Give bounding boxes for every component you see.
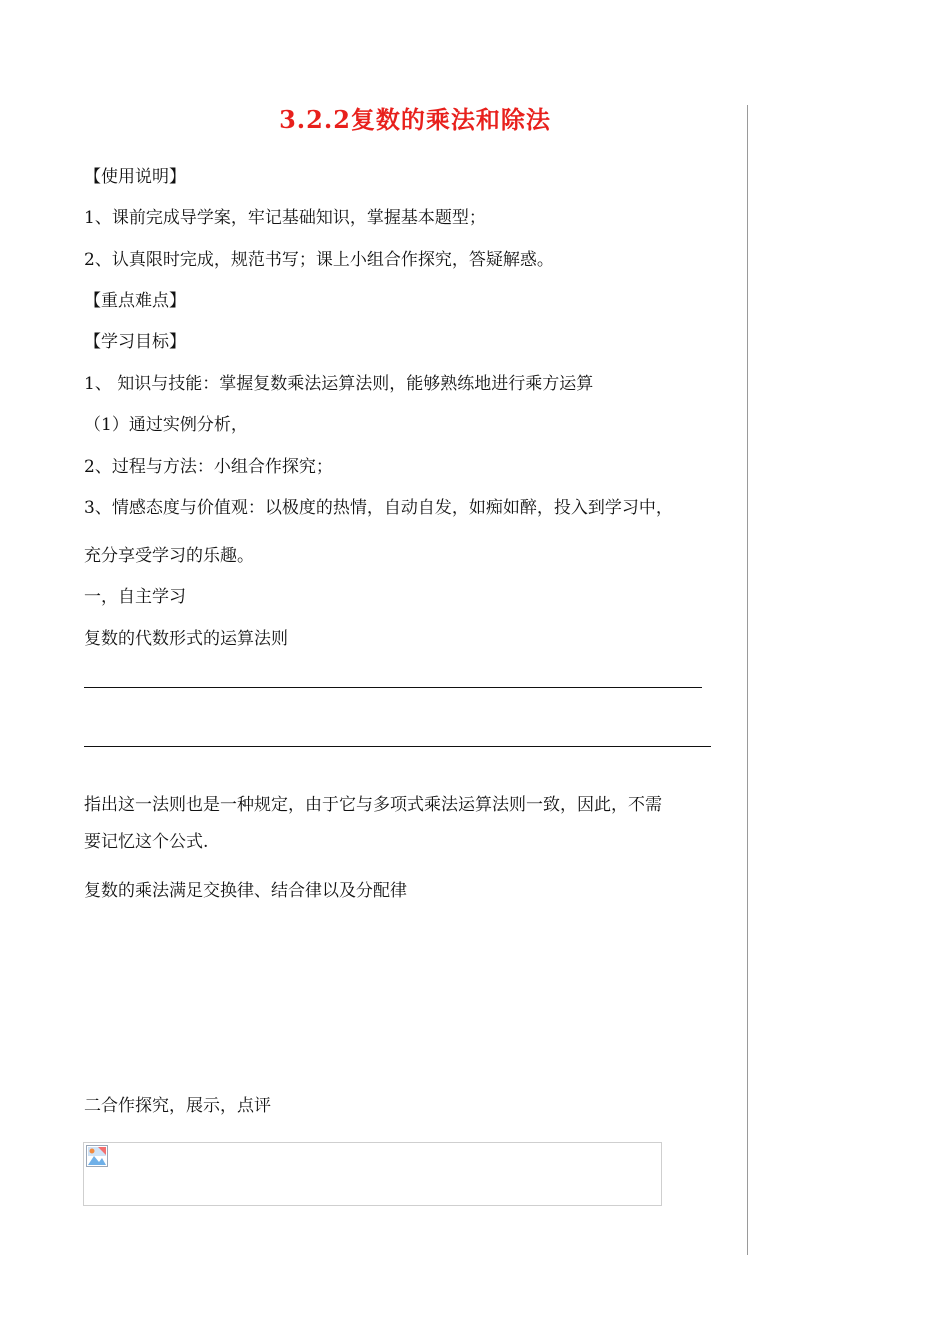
broken-image-icon	[86, 1145, 108, 1171]
multiplication-laws: 复数的乘法满足交换律、结合律以及分配律	[84, 881, 407, 901]
rule-heading: 复数的代数形式的运算法则	[84, 629, 288, 649]
keypoints-heading: 【重点难点】	[84, 291, 186, 311]
note-line-2: 要记忆这个公式.	[84, 832, 209, 852]
usage-heading: 【使用说明】	[84, 167, 186, 187]
usage-item-2: 2、认真限时完成，规范书写；课上小组合作探究，答疑解惑。	[84, 250, 554, 270]
fill-in-blank-line	[84, 746, 711, 747]
note-line-1: 指出这一法则也是一种规定，由于它与多项式乘法运算法则一致，因此，不需	[84, 795, 662, 815]
usage-item-1: 1、课前完成导学案，牢记基础知识，掌握基本题型；	[84, 208, 486, 228]
goal-item-3-line-1: 3、情感态度与价值观：以极度的热情，自动自发，如痴如醉，投入到学习中，	[84, 498, 673, 518]
goal-item-1: 1、 知识与技能：掌握复数乘法运算法则，能够熟练地进行乘方运算	[84, 374, 594, 394]
goal-item-2: 2、过程与方法：小组合作探究；	[84, 457, 333, 477]
fill-in-blank-line	[84, 687, 702, 688]
page-margin-line	[747, 105, 748, 1255]
document-title: 3.2.2复数的乘法和除法	[279, 105, 551, 134]
goal-item-1-sub: （1）通过实例分析，	[84, 415, 248, 435]
section-heading-self-study: 一，自主学习	[84, 587, 186, 607]
image-placeholder	[83, 1142, 662, 1206]
goal-item-3-line-2: 充分享受学习的乐趣。	[84, 546, 254, 566]
goals-heading: 【学习目标】	[84, 332, 186, 352]
section-heading-cooperative: 二合作探究，展示，点评	[84, 1096, 271, 1116]
